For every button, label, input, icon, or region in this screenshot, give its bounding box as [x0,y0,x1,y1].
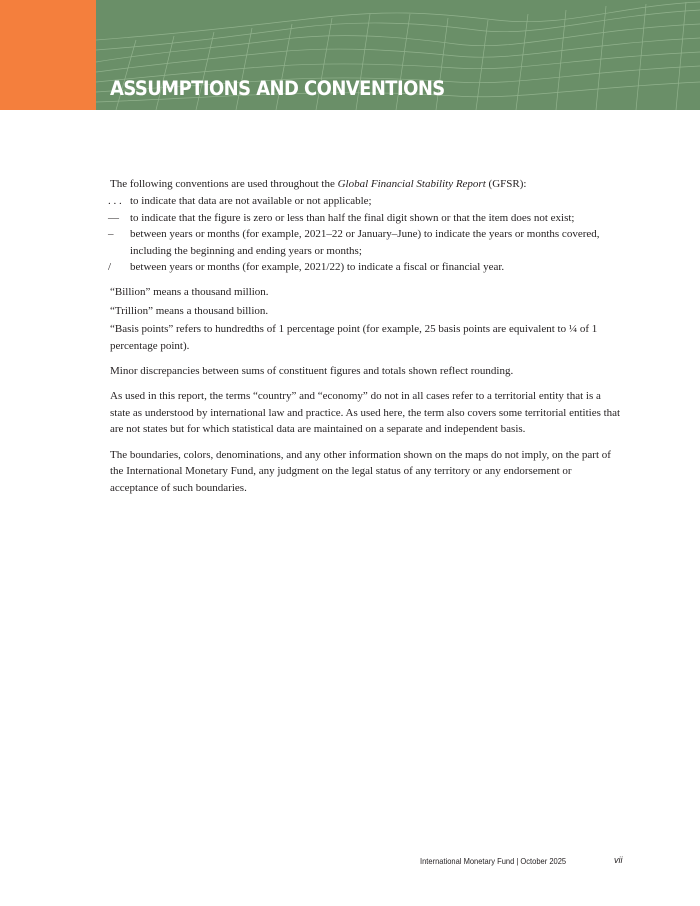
header-accent-block [0,0,96,110]
definition-trillion: “Trillion” means a thousand billion. [110,304,269,317]
conventions-list [110,193,622,275]
page-number: vii [614,855,623,865]
intro-text-after: (GFSR): [485,178,527,190]
convention-item-en-dash [110,226,622,259]
convention-text: to indicate that the figure is zero or less than half the final digit shown or that the item does not exist; [130,211,575,224]
convention-text: between years or months (for example, 2021/22) to indicate a fiscal or financial year. [130,261,505,274]
definition-billion: “Billion” means a thousand million. [110,286,269,299]
convention-text: to indicate that data are not available or not applicable; [130,195,372,208]
convention-text: between years or months (for example, 2021–22 or January–June) to indicate the years or months covered, including the beginning and ending years or months; [130,228,600,257]
convention-item-slash [110,259,622,275]
rounding-paragraph: Minor discrepancies between sums of constituent figures and totals shown reflect rounding. [110,365,514,378]
header-banner [0,0,700,110]
convention-item-ellipsis [110,193,622,209]
convention-symbol: – [108,228,114,241]
intro-paragraph [110,176,622,192]
convention-symbol: / [108,261,112,274]
convention-item-em-dash [110,210,622,226]
convention-symbol: — [108,211,119,224]
report-title: Global Financial Stability Report [337,178,486,190]
definition-basis-points: “Basis points” refers to hundredths of 1 percentage point (for example, 25 basis points are equivalent to ¼ of 1 percentage point). [110,323,598,352]
intro-text-before: The following conventions are used throughout the [110,178,338,190]
document-body [110,176,622,505]
boundaries-paragraph: The boundaries, colors, denominations, and any other information shown on the maps do not imply, on the part of the International Monetary Fund, any judgment on the legal status of any territory or any endorsement or acceptance of such boundaries. [110,448,611,494]
country-economy-paragraph: As used in this report, the terms “country” and “economy” do not in all cases refer to a territorial entity that is a state as understood by international law and practice. As used here, the term also covers some territorial entities that are not states but for which statistical data are maintained on a separate and independent basis. [110,390,621,436]
footer-text: International Monetary Fund | October 2025 [420,856,567,866]
convention-symbol: . . . [108,195,122,208]
page-title: ASSUMPTIONS AND CONVENTIONS [110,77,445,100]
